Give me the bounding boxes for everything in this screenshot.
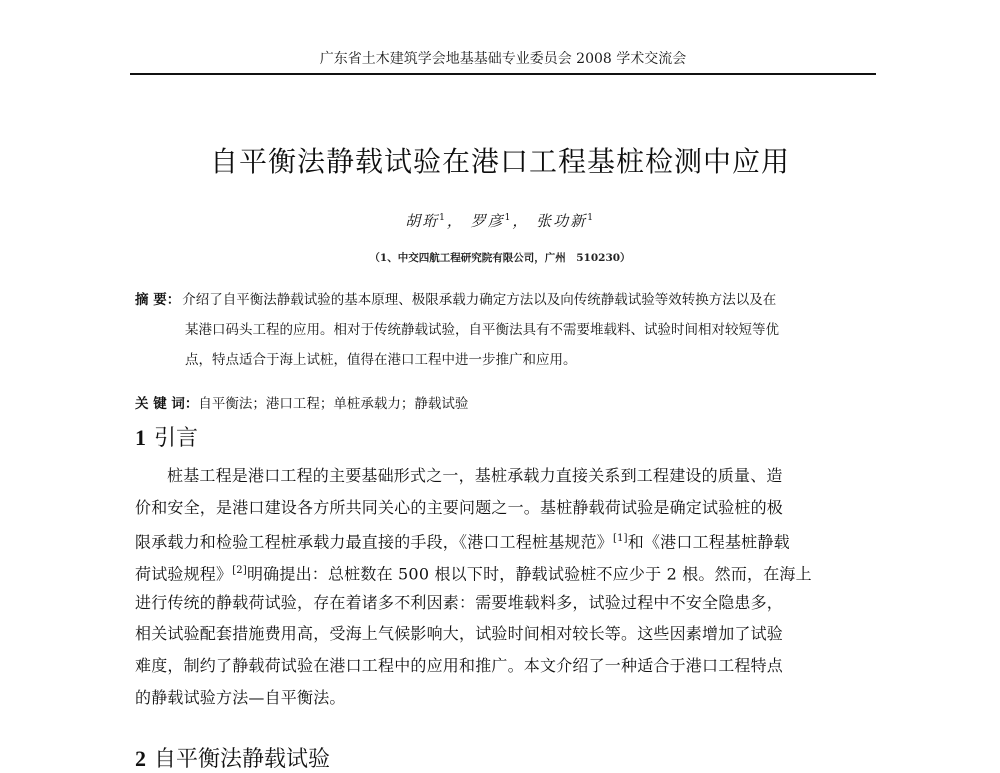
- author-affiliation-mark: 1: [439, 213, 447, 223]
- header-rule: [130, 73, 876, 75]
- author-list: [0, 210, 1000, 231]
- citation-ref: [2]: [232, 565, 247, 577]
- section-number: 2: [135, 746, 146, 771]
- abstract-text: 介绍了自平衡法静载试验的基本原理、极限承载力确定方法以及向传统静载试验等效转换方法以及在: [182, 292, 777, 308]
- body-line: 的静载试验方法—自平衡法。: [135, 687, 346, 707]
- body-line: [135, 555, 875, 587]
- body-text-segment: 和《港口工程基桩静载: [627, 532, 790, 552]
- author-name: 胡珩: [405, 212, 440, 230]
- body-line: 价和安全，是港口建设各方所共同关心的主要问题之一。基桩静载荷试验是确定试验桩的极: [135, 497, 784, 517]
- body-text-segment: 荷试验规程》: [135, 564, 233, 584]
- keywords-label: 关 键 词：: [135, 396, 199, 412]
- section-heading-2: [135, 742, 330, 773]
- abstract-label: 摘 要：: [135, 292, 181, 308]
- author-separator: ，: [512, 212, 530, 230]
- body-text-segment: 明确提出：总桩数在 500 根以下时，静载试验桩不应少于 2 根。然而，在海上: [246, 564, 812, 584]
- author-name: 罗彦: [470, 212, 505, 230]
- section-heading-1: [135, 421, 198, 452]
- paper-title: 自平衡法静载试验在港口工程基桩检测中应用: [209, 145, 790, 178]
- body-line: [135, 523, 875, 555]
- body-line: 桩基工程是港口工程的主要基础形式之一，基桩承载力直接关系到工程建设的质量、造: [167, 466, 783, 485]
- section-title: 自平衡法静载试验: [154, 747, 331, 772]
- author-affiliation-mark: 1: [587, 213, 595, 223]
- affiliation: （1、中交四航工程研究院有限公司，广州 510230）: [369, 252, 631, 264]
- abstract-line: [135, 285, 875, 315]
- section-title: 引言: [154, 426, 199, 451]
- author-affiliation-mark: 1: [504, 213, 513, 223]
- body-text-segment: 限承载力和检验工程桩承载力最直接的手段，《港口工程桩基规范》: [135, 532, 614, 552]
- keywords-text: 自平衡法；港口工程；单桩承载力；静载试验: [198, 396, 469, 412]
- keywords: [135, 392, 468, 412]
- section-1-body: [135, 460, 875, 714]
- abstract: [135, 285, 875, 375]
- body-line: 进行传统的静载荷试验，存在着诸多不利因素：需要堆载料多，试验过程中不安全隐患多，: [135, 592, 784, 612]
- section-number: 1: [135, 425, 146, 450]
- body-line: 难度，制约了静载荷试验在港口工程中的应用和推广。本文介绍了一种适合于港口工程特点: [135, 656, 784, 676]
- abstract-line: 点，特点适合于海上试桩，值得在港口工程中进一步推广和应用。: [185, 352, 577, 368]
- author-name: 张功新: [536, 212, 588, 230]
- running-header: 广东省土木建筑学会地基基础专业委员会 2008 学术交流会: [319, 51, 687, 67]
- citation-ref: [1]: [613, 533, 628, 545]
- author-separator: ，: [446, 212, 464, 230]
- body-line: 相关试验配套措施费用高，受海上气候影响大，试验时间相对较长等。这些因素增加了试验: [135, 624, 784, 644]
- abstract-line: 某港口码头工程的应用。相对于传统静载试验，自平衡法具有不需要堆载料、试验时间相对较短等优: [185, 322, 779, 338]
